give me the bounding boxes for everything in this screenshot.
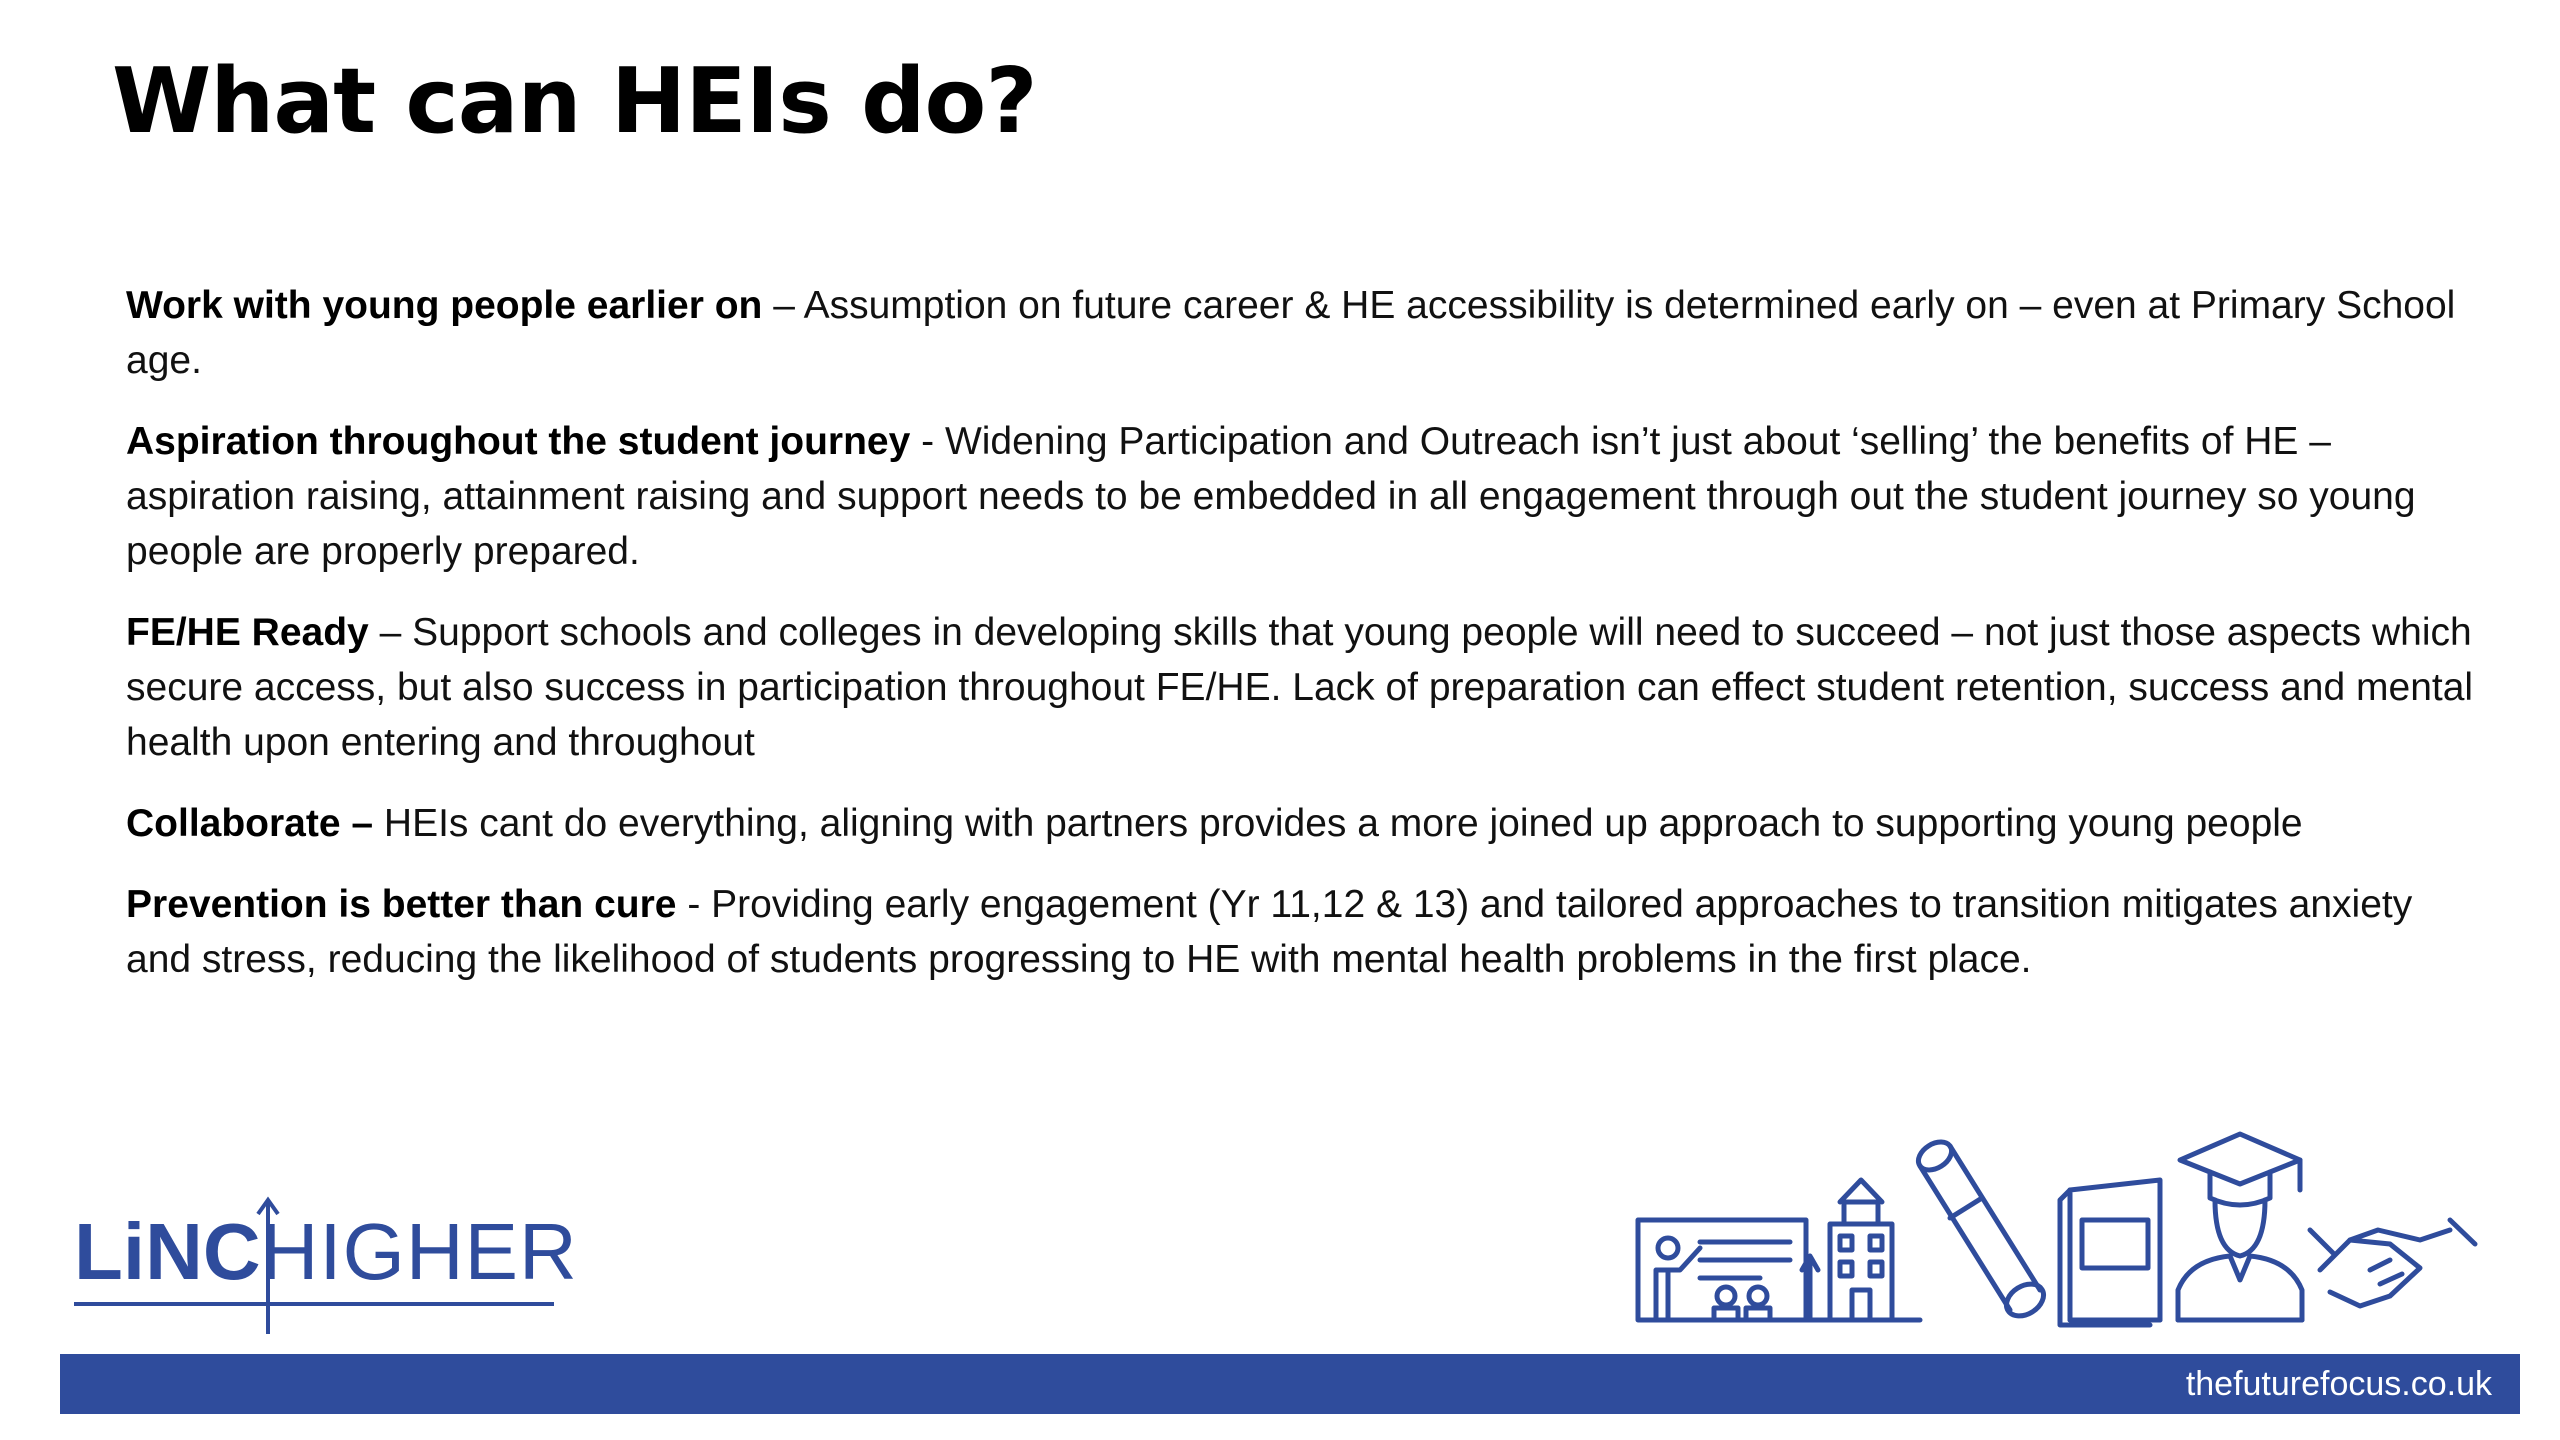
diploma-scroll-icon — [1913, 1136, 2049, 1322]
point-body: – Support schools and colleges in developing skills that young people will need to succeed – not just those aspects which secure access, but also success in participation throughout FE/HE. Lack of preparation can effect student retention, success and mental health upon entering and throughout — [126, 611, 2474, 764]
point-paragraph — [126, 877, 2486, 987]
point-paragraph — [126, 414, 2486, 579]
point-paragraph — [126, 796, 2486, 851]
handshake-icon — [2310, 1220, 2475, 1306]
logo-crosshair-lines — [74, 1190, 564, 1340]
book-icon — [2060, 1180, 2160, 1325]
point-body: - Widening Participation and Outreach isn’t just about ‘selling’ the benefits of HE – aspiration raising, attainment raising and support needs to be embedded in all engagement through out the student journey so young people are properly prepared. — [126, 420, 2416, 573]
point-paragraph — [126, 278, 2486, 388]
content-area — [126, 278, 2486, 1013]
linc-higher-logo — [74, 1190, 578, 1340]
point-paragraph — [126, 605, 2486, 770]
slide-title: What can HEIs do? — [112, 49, 1037, 154]
point-heading: Prevention is better than cure — [126, 883, 677, 926]
school-building-icon — [1790, 1180, 1920, 1320]
point-heading: FE/HE Ready — [126, 611, 369, 654]
logo-part-higher: HIGHER — [260, 1207, 578, 1296]
footer-bar — [60, 1354, 2520, 1414]
classroom-board-icon — [1638, 1220, 1806, 1320]
point-heading: Aspiration throughout the student journey — [126, 420, 911, 463]
graduate-icon — [2178, 1134, 2302, 1320]
point-heading: Collaborate – — [126, 802, 374, 845]
footer-url: thefuturefocus.co.uk — [2185, 1365, 2492, 1403]
education-illustration-icon — [1630, 1120, 2490, 1340]
point-heading: Work with young people earlier on — [126, 284, 763, 327]
logo-part-linc: LiNC — [74, 1207, 261, 1296]
point-body: – Assumption on future career & HE accessibility is determined early on – even at Primary School age. — [126, 284, 2456, 382]
point-body: HEIs cant do everything, aligning with partners provides a more joined up approach to supporting young people — [373, 802, 2303, 845]
point-body: - Providing early engagement (Yr 11,12 & 13) and tailored approaches to transition mitigates anxiety and stress, reducing the likelihood of students progressing to HE with mental health problems in the first place. — [126, 883, 2413, 981]
